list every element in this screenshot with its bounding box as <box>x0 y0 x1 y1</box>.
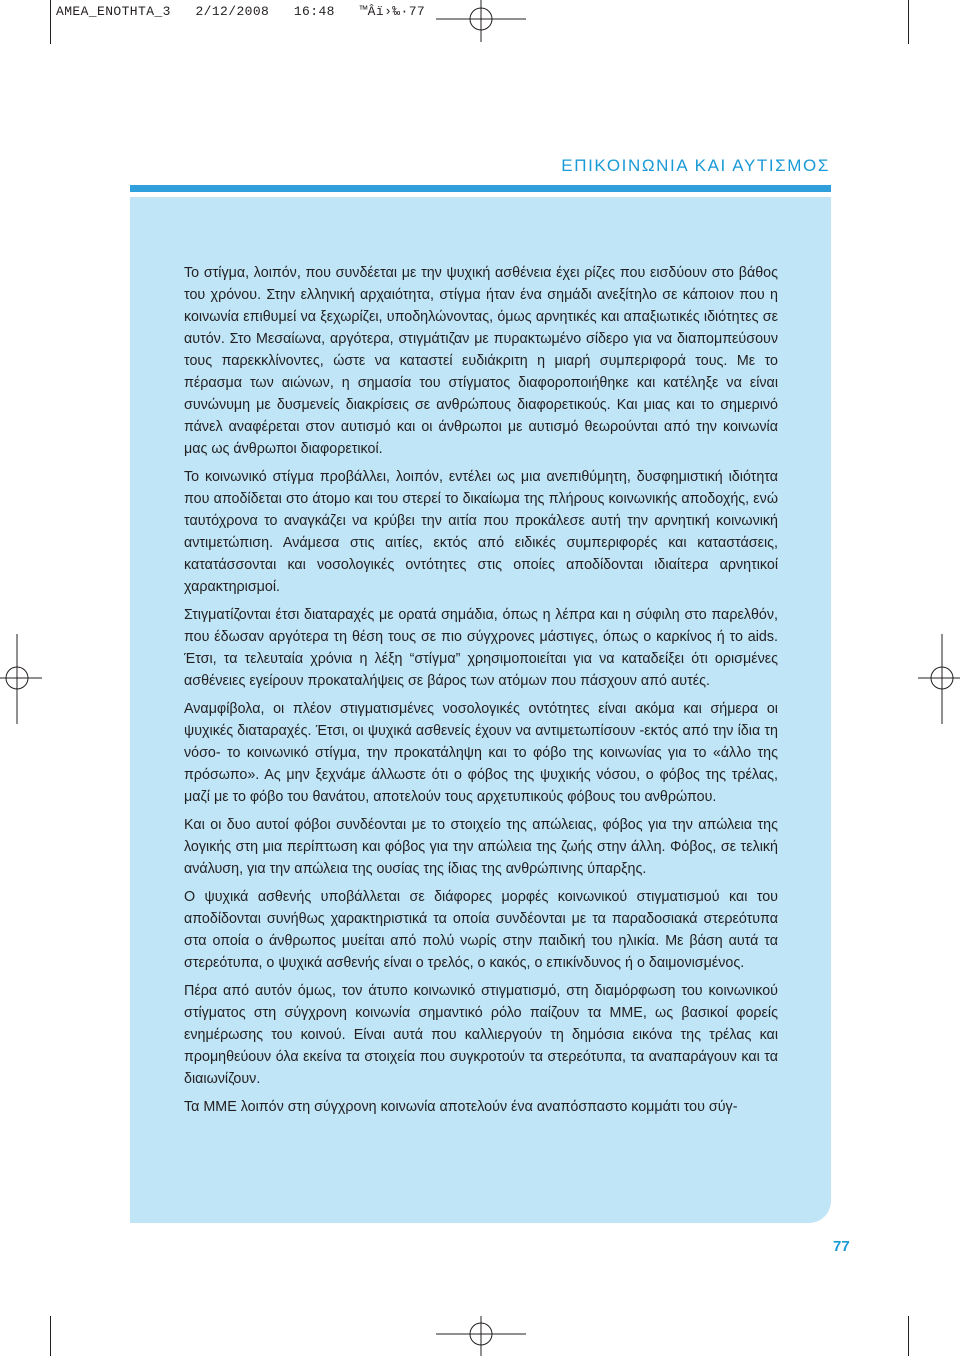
paragraph-5: Και οι δυο αυτοί φόβοι συνδέονται με το στοιχείο της απώλειας, φόβος για την απώλεια της λογικής στη μια περίπτωση και φόβος για την απώλεια της ζωής στην άλλη. Φόβος, σε τελική ανάλυση, για την απώλεια της ουσίας της ίδιας της ανθρώπινης ύπαρξης. <box>184 817 778 877</box>
article-body <box>184 262 778 1124</box>
crop-line-top-left <box>50 0 51 44</box>
paragraph-6: Ο ψυχικά ασθενής υποβάλλεται σε διάφορες μορφές κοινωνικού στιγματισμού και του αποδίδονται συνήθως χαρακτηριστικά τα οποία συνδέονται με τα παραδοσιακά στερεότυπα στα οποία ο άνθρωπος μυείται από πολύ νωρίς στην παιδική του ηλικία. Με βάση αυτά τα στερεότυπα, ο ψυχικά ασθενής είναι ο τρελός, ο κακός, ο επικίνδυνος ή ο δαιμονισμένος. <box>184 889 778 971</box>
page-number: 77 <box>833 1238 850 1255</box>
header-rule <box>130 185 831 192</box>
registration-mark-right <box>918 634 960 724</box>
registration-mark-top <box>436 0 526 42</box>
paragraph-3: Στιγματίζονται έτσι διαταραχές με ορατά σημάδια, όπως η λέπρα και η σύφιλη στο παρελθόν, που έδωσαν αργότερα τη θέση τους σε πιο σύγχρονες μάστιγες, όπως ο καρκίνος ή το aids. Έτσι, τα τελευταία χρόνια η λέξη “στίγμα” χρησιμοποιείται για να καταδείξει ότι ορισμένες ασθένειες εγείρουν προκαταλήψεις σε βάρος των ατόμων που πάσχουν από αυτές. <box>184 607 778 689</box>
section-title: ΕΠΙΚΟΙΝΩΝΙΑ ΚΑΙ ΑΥΤΙΣΜΟΣ <box>561 156 830 175</box>
slug-page-code: ™Âï›‰·77 <box>359 4 426 19</box>
paragraph-4: Αναμφίβολα, οι πλέον στιγματισμένες νοσολογικές οντότητες είναι ακόμα και σήμερα οι ψυχικές διαταραχές. Έτσι, οι ψυχικά ασθενείς έχουν να αντιμετωπίσουν -εκτός από την ίδια τη νόσο- το κοινωνικό στίγμα, την προκατάληψη και το φόβο της κοινωνίας για το «άλλο της πρόσωπο». Ας μην ξεχνάμε άλλωστε ότι ο φόβος της ψυχικής νόσου, ο φόβος της τρέλας, μαζί με το φόβο του θανάτου, αποτελούν τους αρχετυπικούς φόβους του ανθρώπου. <box>184 701 778 805</box>
paragraph-7: Πέρα από αυτόν όμως, τον άτυπο κοινωνικό στιγματισμό, στη διαμόρφωση του κοινωνικού στίγματος στη σύγχρονη κοινωνία σημαντικό ρόλο παίζουν τα ΜΜΕ, ως βασικοί φορείς ενημέρωσης του κοινού. Είναι αυτά που καλλιεργούν τη δημόσια εικόνα της τρέλας και προμηθεύουν όλα εκείνα τα στοιχεία που συγκροτούν τα στερεότυπα, τα αναπαράγουν και τα διαιωνίζουν. <box>184 983 778 1087</box>
slug-time: 16:48 <box>293 4 335 19</box>
slug-file: AMEA_ENOTHTA_3 <box>56 4 171 19</box>
crop-line-bottom-left <box>50 1316 51 1356</box>
crop-line-top-right <box>908 0 909 44</box>
paragraph-1: Το στίγμα, λοιπόν, που συνδέεται με την ψυχική ασθένεια έχει ρίζες που εισδύουν στο βάθος του χρόνου. Στην ελληνική αρχαιότητα, στίγμα ήταν ένα σημάδι ανεξίτηλο σε κάποιον που η κοινωνία επιθυμεί να ξεχωρίζει, υποδηλώνοντας, όμως αρνητικές και απαξιωτικές ιδιότητες σε αυτόν. Στο Μεσαίωνα, αργότερα, στιγμάτιζαν με πυρακτωμένο σίδερο για να διαπομπεύσουν τους παρεκκλίνοντες, ώστε να καταστεί ευδιάκριτη η μιαρή συμπεριφορά τους. Με το πέρασμα των αιώνων, η σημασία του στίγματος διαφοροποιήθηκε και κατέληξε να είναι συνώνυμη με δυσμενείς διακρίσεις σε ανθρώπους διαφορετικούς. Και μιας και το σημερινό πάνελ αναφέρεται στον αυτισμό και οι άνθρωποι με αυτισμό θεωρούνται από την κοινωνία μας ως άνθρωποι διαφορετικοί. <box>184 265 778 457</box>
printer-slug <box>56 4 425 19</box>
paragraph-8: Τα ΜΜΕ λοιπόν στη σύγχρονη κοινωνία αποτελούν ένα αναπόσπαστο κομμάτι του σύγ- <box>184 1099 738 1115</box>
registration-mark-left <box>0 634 42 724</box>
paragraph-2: Το κοινωνικό στίγμα προβάλλει, λοιπόν, εντέλει ως μια ανεπιθύμητη, δυσφημιστική ιδιότητα που αποδίδεται στο άτομο και του στερεί το δικαίωμα της πλήρους κοινωνικής αποδοχής, ενώ ταυτόχρονα το αναγκάζει να κρύβει την αιτία που προκάλεσε αυτή την αρνητική κοινωνική αντιμετώπιση. Ανάμεσα στις αιτίες, εκτός από ειδικές συμπεριφορές και καταστάσεις, κατατάσσονται και νοσολογικές οντότητες στις οποίες αποδίδονται ιδιαίτερα αρνητικοί χαρακτηρισμοί. <box>184 469 778 595</box>
registration-mark-bottom <box>436 1316 526 1356</box>
crop-line-bottom-right <box>908 1316 909 1356</box>
slug-date: 2/12/2008 <box>195 4 270 19</box>
